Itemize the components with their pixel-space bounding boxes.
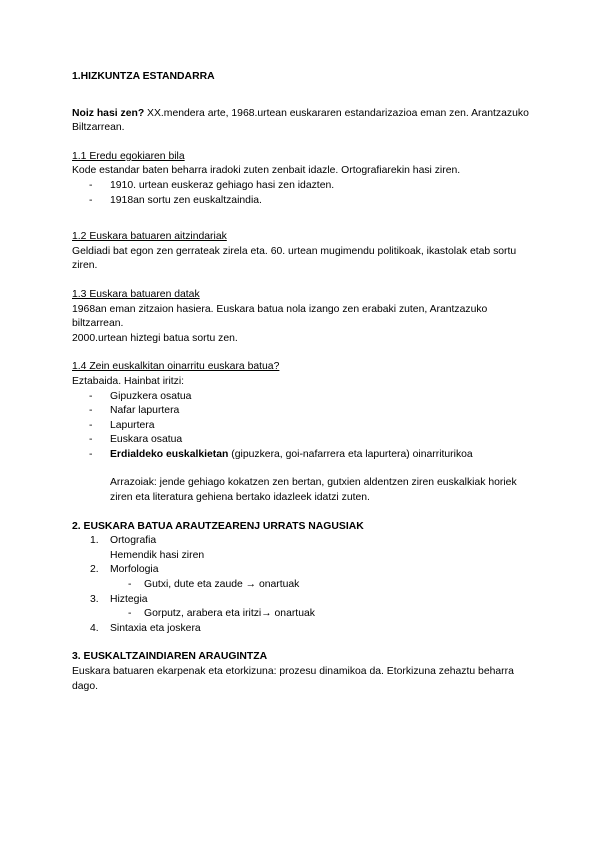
step-number: 4. [90,622,99,634]
intro-question: Noiz hasi zen? [72,107,145,119]
step-number: 1. [90,535,99,547]
step-label: Sintaxia eta joskera [110,622,201,634]
sub-item: - Gutxi, dute eta zaude → onartuak [72,578,532,593]
steps-list [72,593,532,608]
list-item: - Euskara osatua [72,433,532,448]
step-number: 3. [90,593,99,605]
heading-3: 3. EUSKALTZAINDIAREN ARAUGINTZA [72,651,268,663]
step-note: Hemendik hasi ziren [110,549,205,561]
paragraph-1-3b: 2000.urtean hiztegi batua sortu zen. [72,332,238,344]
step-item [72,622,532,637]
list-item: - 1918an sortu zen euskaltzaindia. [72,194,532,209]
paragraph-1-2: Geldiadi bat egon zen gerrateak zirela eta. 60. urtean mugimendu politikoak, ikastolak etab sortu ziren. [72,245,517,272]
list-item-rest: (gipuzkera, goi-nafarrera eta lapurtera) oinarriturikoa [228,448,473,460]
subheading-1-1: 1.1 Eredu egokiaren bila [72,150,185,162]
paragraph-1-3a: 1968an eman zitzaion hasiera. Euskara batua nola izango zen erabaki zuten, Arantzazuko biltzarrean. [72,303,488,330]
step-number: 2. [90,564,99,576]
list-item: - Lapurtera [72,419,532,434]
document-body [72,70,532,694]
list-item: - 1910. urtean euskeraz gehiago hasi zen idazten. [72,179,532,194]
step-sublist [72,607,532,622]
step-label: Hiztegia [110,593,148,605]
list-item: - Nafar lapurtera [72,404,532,419]
list-item: - Gipuzkera osatua [72,390,532,405]
closing-paragraph: Euskara batuaren ekarpenak eta etorkizuna: prozesu dinamikoa da. Etorkizuna zehaztu beharra dago. [72,666,514,692]
list-item [72,448,532,463]
step-label: Morfologia [110,564,159,576]
list-1-4 [72,390,532,463]
intro-answer: XX.mendera arte, 1968.urtean euskararen estandarizazioa eman zen. Arantzazuko Biltzarrean. [72,107,529,134]
heading-1: 1.HIZKUNTZA ESTANDARRA [72,71,215,82]
paragraph-1-4: Eztabaida. Hainbat iritzi: [72,375,185,387]
step-item [72,563,532,578]
step-item [72,534,532,563]
step-sublist [72,578,532,593]
subheading-1-4: 1.4 Zein euskalkitan oinarritu euskara batua? [72,361,280,373]
steps-list [72,534,532,578]
step-item [72,593,532,608]
intro-paragraph [72,107,532,136]
reason-paragraph: Arrazoiak: jende gehiago kokatzen zen bertan, gutxien aldentzen ziren euskalkiak horiek ziren eta literatura gehiena bertako idazleek idatzi zuten. [110,477,517,504]
heading-2: 2. EUSKARA BATUA ARAUTZEARENJ URRATS NAGUSIAK [72,520,364,532]
sub-item: - Gorputz, arabera eta iritzi→ onartuak [72,607,532,622]
list-item-bold: Erdialdeko euskalkietan [110,448,229,460]
step-label: Ortografia [110,535,157,547]
list-1-1 [72,179,532,208]
subheading-1-3: 1.3 Euskara batuaren datak [72,288,200,300]
paragraph-1-1: Kode estandar baten beharra iradoki zuten zenbait idazle. Ortografiarekin hasi ziren. [72,165,461,177]
subheading-1-2: 1.2 Euskara batuaren aitzindariak [72,231,227,243]
steps-list [72,622,532,637]
